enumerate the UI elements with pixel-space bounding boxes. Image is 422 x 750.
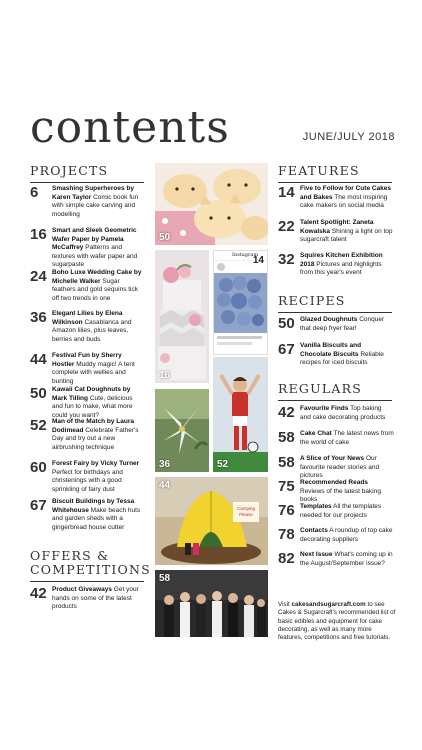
exhibition-group-image	[155, 570, 268, 637]
entry-text	[298, 527, 394, 544]
entry-description: Comic book fun with simple cake carving and modelling	[52, 193, 139, 218]
entry-text	[298, 219, 394, 245]
entry-title: Glazed Doughnuts	[300, 316, 358, 323]
entry-description: Conquer that deep fryer fear!	[300, 316, 385, 332]
footballer-photo[interactable]	[213, 357, 268, 472]
entry-title: Squires Kitchen Exhibition 2018	[300, 252, 383, 268]
entry-title: Boho Luxe Wedding Cake by Michelle Walker	[52, 269, 142, 285]
avatar	[217, 263, 225, 271]
website-link[interactable]: cakesandsugarcraft.com	[291, 601, 366, 608]
footballer-cake-image	[213, 357, 268, 472]
photo-page-number: 16	[159, 370, 171, 381]
page-number: 50	[30, 385, 47, 402]
entry-description: Pictures and highlights from this year's event	[300, 260, 382, 277]
tent-cake-image	[155, 477, 268, 565]
entry-text	[50, 352, 144, 386]
recipes-entry[interactable]	[278, 316, 394, 333]
entry-title: Vanilla Biscuits and Chocolate Biscuits	[300, 342, 362, 358]
page-number: 22	[278, 218, 295, 235]
tent-sign-text: Camping Please	[236, 506, 256, 517]
website-note-body: to see Cakes & Sugarcraft's recommended list of basic edibles and equipment for cake decorating, as well as many more features, competitions and free tutorials.	[278, 601, 396, 642]
recipes-entry[interactable]	[278, 342, 394, 368]
entry-text	[298, 316, 394, 333]
page-number: 24	[30, 268, 47, 285]
features-entry[interactable]	[278, 185, 394, 211]
regulars-entry[interactable]	[278, 503, 394, 520]
entry-description: Reviews of the latest baking books	[300, 487, 381, 504]
page-title: contents	[30, 102, 230, 153]
entry-description: All the templates needed for our projects	[300, 503, 382, 519]
regulars-heading: REGULARS	[278, 381, 392, 401]
entry-title: Five to Follow for Cute Cakes and Bakes	[300, 185, 392, 201]
projects-entry[interactable]	[30, 185, 144, 219]
entry-text	[298, 551, 394, 568]
regulars-entry[interactable]	[278, 430, 394, 447]
page-number: 67	[278, 341, 295, 358]
regulars-entry[interactable]	[278, 527, 394, 544]
entry-description: Casablanca and Amazon lilies, plus leaves, berries and buds	[52, 318, 132, 343]
projects-entry[interactable]	[30, 386, 144, 420]
entry-description: Sugar feathers and gold sequins tick off two trends in one	[52, 277, 138, 302]
entry-text	[298, 252, 394, 278]
projects-entry[interactable]	[30, 352, 144, 386]
instagram-caption-line	[217, 336, 262, 339]
entry-description: The latest news from the world of cake	[300, 430, 394, 446]
page-number: 78	[278, 526, 295, 543]
page-number: 82	[278, 550, 295, 567]
entry-text	[50, 586, 144, 612]
masthead	[30, 104, 395, 152]
entry-text	[298, 342, 394, 368]
entry-description: The most inspiring cake makers on social media	[300, 193, 388, 210]
page-number: 58	[278, 429, 295, 446]
regulars-entry[interactable]	[278, 405, 394, 422]
entry-title: Forest Fairy by Vicky Turner	[52, 460, 140, 467]
recipes-heading: RECIPES	[278, 293, 392, 313]
entry-text	[50, 460, 144, 494]
page-number: 16	[30, 226, 47, 243]
entry-description: Reliable recipes for iced biscuits	[300, 350, 384, 367]
entry-description: A roundup of top cake decorating suppliers	[300, 527, 393, 543]
page-number: 76	[278, 502, 295, 519]
entry-title: Cake Chat	[300, 430, 332, 437]
entry-text	[50, 185, 144, 219]
entry-title: Product Giveaways	[52, 586, 112, 593]
entry-title: Elegant Lilies by Elena Wilkinson	[52, 310, 123, 326]
lilies-photo[interactable]	[155, 389, 209, 472]
projects-entry[interactable]	[30, 460, 144, 494]
entry-text	[298, 185, 394, 211]
features-heading: FEATURES	[278, 163, 392, 183]
page-number: 60	[30, 459, 47, 476]
features-entry[interactable]	[278, 252, 394, 278]
entry-title: Kawaii Cat Doughnuts by Mark Tilling	[52, 386, 131, 402]
entry-title: Favourite Finds	[300, 405, 349, 412]
projects-entry[interactable]	[30, 498, 144, 532]
doughnuts-photo[interactable]	[155, 163, 268, 245]
entry-title: A Slice of Your News	[300, 455, 365, 462]
blue-bakes-image	[214, 273, 267, 333]
page-number: 52	[30, 417, 47, 434]
photo-page-number: 58	[159, 573, 171, 584]
entry-text	[298, 455, 394, 481]
entry-title: Smashing Superheroes by Karen Taylor	[52, 185, 134, 201]
entry-text	[298, 479, 394, 505]
entry-text	[50, 310, 144, 344]
entry-text	[50, 269, 144, 303]
entry-title: Biscuit Buildings by Tessa Whitehouse	[52, 498, 135, 514]
instagram-logo-text: Instagram	[232, 252, 259, 258]
page-number: 58	[278, 454, 295, 471]
entry-description: Shining a light on top sugarcraft talent	[300, 227, 393, 244]
entry-description: Get your hands on some of the latest products	[52, 586, 139, 611]
page-number: 42	[30, 585, 47, 602]
entry-title: Recommended Reads	[300, 479, 368, 486]
entry-description: What's coming up in the August/September issue?	[300, 551, 393, 567]
regulars-entry[interactable]	[278, 455, 394, 481]
cat-doughnuts-image	[155, 163, 268, 245]
page-number: 36	[30, 309, 47, 326]
wedding-cake-image	[155, 250, 209, 383]
entry-description: Top baking and cake decorating products	[300, 405, 386, 421]
website-note	[278, 601, 396, 642]
entry-title: Man of the Match by Laura Dodimead	[52, 418, 134, 434]
projects-entry[interactable]	[30, 310, 144, 344]
projects-heading: PROJECTS	[30, 163, 144, 183]
entry-text	[50, 386, 144, 420]
exhibition-photo[interactable]	[155, 570, 268, 637]
photo-page-number: 14	[252, 255, 264, 266]
entry-title: Contacts	[300, 527, 328, 534]
entry-description: Patterns and textures with wafer paper and sugarpaste	[52, 244, 138, 269]
instagram-caption-line	[217, 342, 252, 345]
photo-page-number: 44	[159, 480, 171, 491]
entry-text	[50, 227, 144, 270]
instagram-photo[interactable]	[213, 250, 268, 355]
entry-description: Perfect for birthdays and christenings with a good sprinkling of fairy dust	[52, 468, 123, 493]
photo-page-number: 36	[159, 459, 171, 470]
entry-title: Smart and Sleek Geometric Wafer Paper by Pamela McCaffrey	[52, 227, 137, 252]
features-entry[interactable]	[278, 219, 394, 245]
tent-cake-photo[interactable]	[155, 477, 268, 565]
issue-date: JUNE/JULY 2018	[302, 131, 395, 143]
offers-heading-line1: OFFERS &	[30, 548, 110, 563]
entry-description: Cute, delicious and fun to make, what more could you want?	[52, 394, 133, 419]
photo-page-number: 50	[159, 232, 171, 243]
entry-description: Make beach huts and garden sheds with a gingerbread house cutter	[52, 506, 141, 531]
offers-heading-line2: COMPETITIONS	[30, 562, 151, 577]
entry-description: Celebrate Father's Day and try out a new airbrushing technique	[52, 426, 139, 451]
page-number: 14	[278, 184, 295, 201]
projects-entry[interactable]	[30, 418, 144, 452]
website-note-intro: Visit	[278, 601, 292, 608]
page-number: 42	[278, 404, 295, 421]
entry-text	[298, 503, 394, 520]
entry-text	[50, 498, 144, 532]
regulars-entry[interactable]	[278, 479, 394, 505]
photo-page-number: 52	[217, 459, 229, 470]
entry-text	[298, 405, 394, 422]
entry-text	[50, 418, 144, 452]
wedding-cake-photo[interactable]	[155, 250, 209, 383]
projects-entry[interactable]	[30, 227, 144, 270]
page-number: 32	[278, 251, 295, 268]
entry-text	[298, 430, 394, 447]
page-number: 50	[278, 315, 295, 332]
entry-description: Muddy magic! A tent complete with wellies and bunting	[52, 360, 135, 385]
page-number: 75	[278, 478, 295, 495]
entry-title: Talent Spotlight: Zaneta Kowalska	[300, 219, 374, 235]
page-number: 44	[30, 351, 47, 368]
offers-heading	[30, 548, 151, 582]
projects-entry[interactable]	[30, 269, 144, 303]
entry-title: Festival Fun by Sherry Hostler	[52, 352, 122, 368]
entry-title: Templates	[300, 503, 332, 510]
page-number: 67	[30, 497, 47, 514]
page-number: 6	[30, 184, 39, 201]
regulars-entry[interactable]	[278, 551, 394, 568]
offers-entry[interactable]	[30, 586, 144, 612]
entry-title: Next Issue	[300, 551, 333, 558]
entry-description: Our favourite reader stories and pictures	[300, 455, 380, 480]
